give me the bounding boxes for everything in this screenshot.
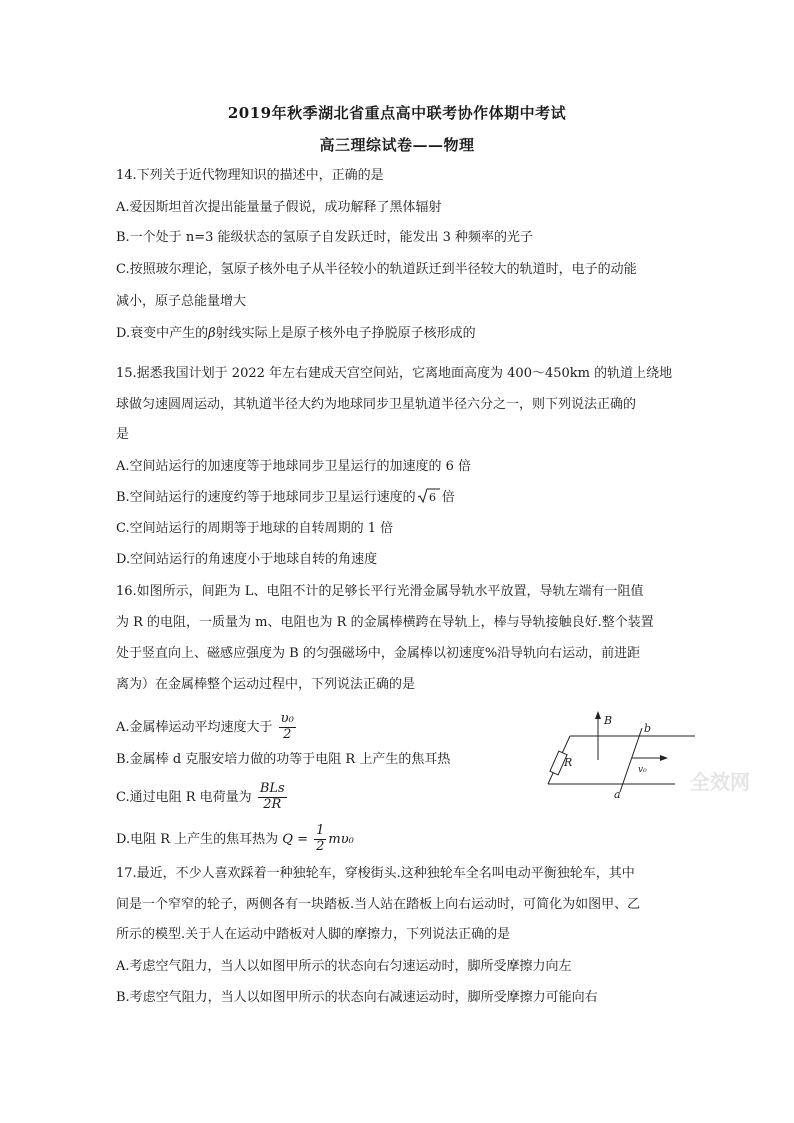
q14-d-prefix: D.衰变中产生的: [116, 326, 209, 341]
q16-stem-line4: 离为）在金属棒整个运动过程中，下列说法正确的是: [116, 677, 416, 692]
q14-option-c-line2: 减小，原子总能量增大: [116, 294, 247, 309]
metal-rod: [620, 728, 642, 792]
q16-stem-line1: 16.如图所示，间距为 L、电阻不计的足够长平行光滑金属导轨水平放置，导轨左端有一阻值: [116, 584, 644, 599]
q14-option-d: [116, 324, 476, 344]
q15-option-a: A.空间站运行的加速度等于地球同步卫星运行的加速度的 6 倍: [116, 459, 472, 474]
q15-b-prefix: B.空间站运行的速度约等于地球同步卫星运行速度的: [116, 490, 416, 505]
q15-stem-line1: 15.据悉我国计划于 2022 年左右建成天宫空间站，它离地面高度为 400～450km 的轨道上绕地: [116, 366, 673, 381]
q16-a-numerator: υ₀: [280, 711, 294, 726]
label-a: a: [614, 788, 621, 800]
q16-option-c: [116, 782, 289, 813]
q16-a-fraction: [279, 712, 296, 743]
q15-stem-line3: 是: [116, 427, 130, 442]
q14-option-a: A.爱因斯坦首次提出能量量子假说，成功解释了黑体辐射: [116, 200, 442, 215]
q16-stem-line3: 处于竖直向上、磁感应强度为 B 的匀强磁场中，金属棒以初速度%沿导轨向右运动，前进距: [116, 646, 641, 661]
q14-option-b: B.一个处于 n=3 能级状态的氢原子自发跃迁时，能发出 3 种频率的光子: [116, 230, 534, 245]
q14-d-beta: β: [208, 326, 216, 341]
exam-title: 2019年秋季湖北省重点高中联考协作体期中考试: [227, 104, 567, 122]
q16-option-d: [116, 824, 354, 855]
velocity-arrowhead: [660, 755, 668, 761]
q16-d-suffix: mυ₀: [328, 831, 354, 847]
sqrt6-symbol: [417, 488, 441, 504]
q16-d-prefix: D.电阻 R 上产生的焦耳热为: [116, 831, 279, 847]
q16-d-equation: Q =: [282, 831, 308, 847]
q14-stem: 14.下列关于近代物理知识的描述中，正确的是: [116, 168, 384, 183]
q17-option-b: B.考虑空气阻力，当人以如图甲所示的状态向右减速运动时，脚所受摩擦力可能向右: [116, 990, 598, 1005]
q16-option-b: B.金属棒 d 克服安培力做的功等于电阻 R 上产生的焦耳热: [116, 752, 451, 767]
q16-c-denominator: 2R: [263, 796, 282, 812]
q17-option-a: A.考虑空气阻力，当人以如图甲所示的状态向右匀速运动时，脚所受摩擦力向左: [116, 959, 572, 974]
rail-circuit-diagram: [540, 708, 700, 800]
watermark: 全效网: [690, 770, 750, 794]
q16-d-numerator: 1: [316, 823, 325, 838]
label-b: b: [644, 722, 652, 735]
q17-stem-line2: 间是一个窄窄的轮子，两侧各有一块踏板.当人站在踏板上向右运动时，可简化为如图甲、乙: [116, 897, 641, 912]
label-R: R: [564, 756, 573, 769]
label-B: B: [604, 714, 613, 727]
q15-option-c: C.空间站运行的周期等于地球的自转周期的 1 倍: [116, 521, 394, 536]
q17-stem-line3: 所示的模型.关于人在运动中踏板对人脚的摩擦力，下列说法正确的是: [116, 927, 511, 942]
q14-d-suffix: 射线实际上是原子核外电子挣脱原子核形成的: [215, 326, 476, 341]
q16-c-fraction: [258, 782, 287, 813]
q17-stem-line1: 17.最近，不少人喜欢踩着一种独轮车，穿梭街头.这种独轮车全名叫电动平衡独轮车，其中: [116, 866, 635, 881]
label-v0: v₀: [638, 765, 647, 775]
q16-d-fraction: [314, 824, 326, 855]
exam-subtitle: 高三理综试卷——物理: [319, 136, 475, 154]
svg-text:6: 6: [428, 491, 436, 504]
q15-stem-line2: 球做匀速圆周运动，其轨道半径大约为地球同步卫星轨道半径六分之一，则下列说法正确的: [116, 397, 637, 412]
q16-stem-line2: 为 R 的电阻，一质量为 m、电阻也为 R 的金属棒横跨在导轨上，棒与导轨接触良好.整个装置: [116, 615, 654, 630]
q15-option-d: D.空间站运行的角速度小于地球自转的角速度: [116, 552, 378, 567]
q15-b-suffix: 倍: [441, 490, 455, 505]
q16-c-numerator: BLs: [259, 781, 285, 796]
q16-a-prefix: A.金属棒运动平均速度大于: [116, 719, 273, 735]
q14-option-c-line1: C.按照玻尔理论，氢原子核外电子从半径较小的轨道跃迁到半径较大的轨道时，电子的动能: [116, 262, 637, 277]
q16-a-denominator: 2: [283, 726, 292, 742]
q16-c-prefix: C.通过电阻 R 电荷量为: [116, 789, 252, 805]
b-field-arrowhead: [595, 711, 601, 719]
q16-d-denominator: 2: [316, 838, 325, 854]
q16-option-a: [116, 712, 298, 743]
q15-option-b: [116, 488, 455, 508]
